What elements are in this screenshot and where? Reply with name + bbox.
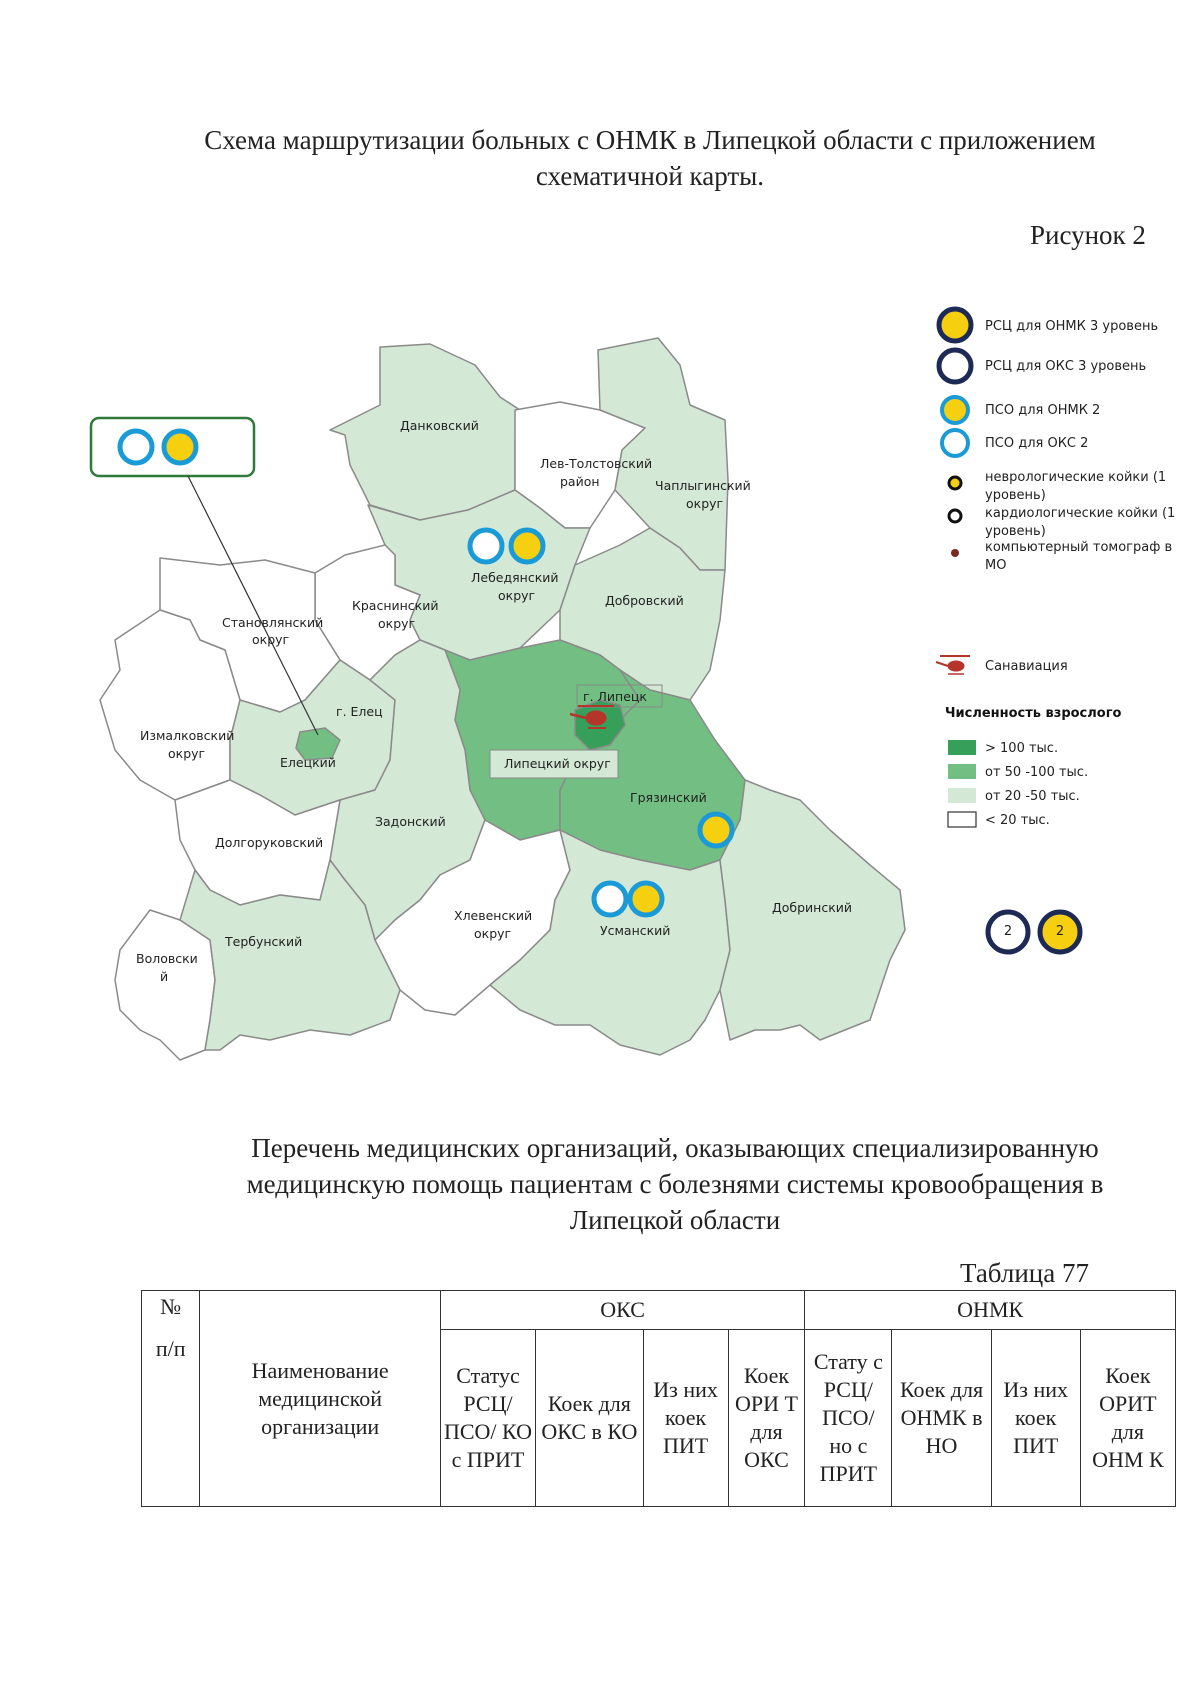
swatch-lt20 <box>948 812 976 827</box>
pso-onmk-marker-callout <box>164 431 196 463</box>
label-lebedyansky-2: округ <box>498 588 536 603</box>
label-chaplyginsky-1: Чаплыгинский <box>655 478 751 493</box>
organizations-table <box>141 1290 1176 1507</box>
legend-neuro-2: уровень) <box>985 488 1046 503</box>
label-dobrinsky: Добринский <box>772 900 853 915</box>
helicopter-legend-icon <box>936 656 970 674</box>
label-gryazinsky: Грязинский <box>630 790 707 805</box>
oks-pit-header: Из них коек ПИТ <box>643 1330 728 1507</box>
legend-rsc-onmk: РСЦ для ОНМК 3 уровень <box>985 319 1159 334</box>
legend-pop-20-50: от 20 -50 тыс. <box>985 789 1080 804</box>
cardio-beds-legend-icon <box>949 510 961 522</box>
legend-pso-onmk: ПСО для ОНМК 2 <box>985 403 1101 418</box>
label-lebedyansky-1: Лебедянский <box>471 570 559 585</box>
pso-onmk-marker-lebedyan <box>511 530 543 562</box>
swatch-20-50 <box>948 788 976 803</box>
label-usmansky: Усманский <box>600 923 671 938</box>
label-elets-city: г. Елец <box>336 704 383 719</box>
group-onmk-header: ОНМК <box>805 1291 1176 1330</box>
label-dankovsky: Данковский <box>400 418 479 433</box>
legend-rsc-oks: РСЦ для ОКС 3 уровень <box>985 359 1147 374</box>
level2-rsc-onmk-number: 2 <box>1055 924 1065 939</box>
pso-onmk-marker-usman <box>630 883 662 915</box>
rsc-oks-legend-icon <box>939 350 971 382</box>
ct-scanner-legend-icon <box>951 549 959 557</box>
legend-pop-gt100: > 100 тыс. <box>985 741 1059 756</box>
oks-orit-header: Коек ОРИ Т для ОКС <box>728 1330 805 1507</box>
legend-cardio-1: кардиологические койки (1 <box>985 506 1176 521</box>
label-krasninsky-2: округ <box>378 616 416 631</box>
legend-pop-lt20: < 20 тыс. <box>985 813 1050 828</box>
legend-sanaviation: Санавиация <box>985 659 1068 674</box>
label-stanovlyansky-2: округ <box>252 632 290 647</box>
section-title-line-2: медицинскую помощь пациентам с болезнями системы кровообращения в <box>246 1169 1104 1199</box>
pso-oks-marker-callout <box>120 431 152 463</box>
legend-pso-oks: ПСО для ОКС 2 <box>985 436 1089 451</box>
rsc-onmk-legend-icon <box>939 309 971 341</box>
table-caption: Таблица 77 <box>960 1258 1089 1288</box>
map-legend <box>936 309 1175 952</box>
label-khlevensky-1: Хлевенский <box>454 908 533 923</box>
label-chaplyginsky-2: округ <box>686 496 724 511</box>
section-title-line-3: Липецкой области <box>569 1205 781 1235</box>
col-num-label-1: № <box>160 1294 182 1319</box>
section-title-line-1: Перечень медицинских организаций, оказывающих специализированную <box>251 1133 1099 1163</box>
pso-onmk-legend-icon <box>942 397 968 423</box>
swatch-gt100 <box>948 740 976 755</box>
label-volovsky-1: Воловски <box>136 951 198 966</box>
col-num-label-2: п/п <box>155 1336 186 1361</box>
onmk-orit-header: Коек ОРИТ для ОНМ К <box>1080 1330 1175 1507</box>
pso-onmk-marker-gryazi <box>700 814 732 846</box>
label-dobrovsky: Добровский <box>605 593 684 608</box>
pso-oks-legend-icon <box>942 430 968 456</box>
legend-pop-50-100: от 50 -100 тыс. <box>985 765 1089 780</box>
label-lipetsk-city: г. Липецк <box>583 689 647 704</box>
section-title <box>150 1130 1200 1238</box>
figure-label: Рисунок 2 <box>1030 220 1146 250</box>
onmk-beds-header: Коек для ОНМК в НО <box>892 1330 991 1507</box>
label-zadonsky: Задонский <box>375 814 446 829</box>
col-name-header: Наименование медицинской организации <box>200 1291 441 1507</box>
level2-rsc-oks-number: 2 <box>1003 924 1013 939</box>
oks-beds-header: Коек для ОКС в КО <box>536 1330 643 1507</box>
neuro-beds-legend-icon <box>949 477 961 489</box>
legend-population-title: Численность взрослого <box>945 706 1122 721</box>
label-khlevensky-2: округ <box>474 926 512 941</box>
group-oks-header: ОКС <box>440 1291 804 1330</box>
legend-ct-1: компьютерный томограф в <box>985 540 1173 555</box>
label-lipetsky-okrug: Липецкий округ <box>504 756 611 771</box>
label-lev-tolstovsky-2: район <box>560 474 600 489</box>
label-dolgorukovsky: Долгоруковский <box>215 835 324 850</box>
label-volovsky-2: й <box>160 969 169 984</box>
label-izmalkovsky-1: Измалковский <box>140 728 235 743</box>
label-eletsky: Елецкий <box>280 755 336 770</box>
label-izmalkovsky-2: округ <box>168 746 206 761</box>
title-line-1: Схема маршрутизации больных с ОНМК в Липецкой области с приложением <box>204 125 1096 155</box>
pso-oks-marker-usman <box>594 883 626 915</box>
onmk-pit-header: Из них коек ПИТ <box>991 1330 1080 1507</box>
table-header-row-1 <box>142 1291 1176 1330</box>
label-krasninsky-1: Краснинский <box>352 598 439 613</box>
onmk-status-header: Стату с РСЦ/ ПСО/ но с ПРИТ <box>805 1330 892 1507</box>
legend-neuro-1: неврологические койки (1 <box>985 470 1167 485</box>
label-stanovlyansky-1: Становлянский <box>222 615 324 630</box>
legend-ct-2: МО <box>985 558 1007 573</box>
col-num-header <box>142 1291 200 1507</box>
oks-status-header: Статус РСЦ/ ПСО/ КО с ПРИТ <box>440 1330 535 1507</box>
title-line-2: схематичной карты. <box>535 161 765 191</box>
legend-cardio-2: уровень) <box>985 524 1046 539</box>
pso-oks-marker-lebedyan <box>470 530 502 562</box>
label-terbunsky: Тербунский <box>225 934 303 949</box>
swatch-50-100 <box>948 764 976 779</box>
label-lev-tolstovsky-1: Лев-Толстовский <box>540 456 653 471</box>
